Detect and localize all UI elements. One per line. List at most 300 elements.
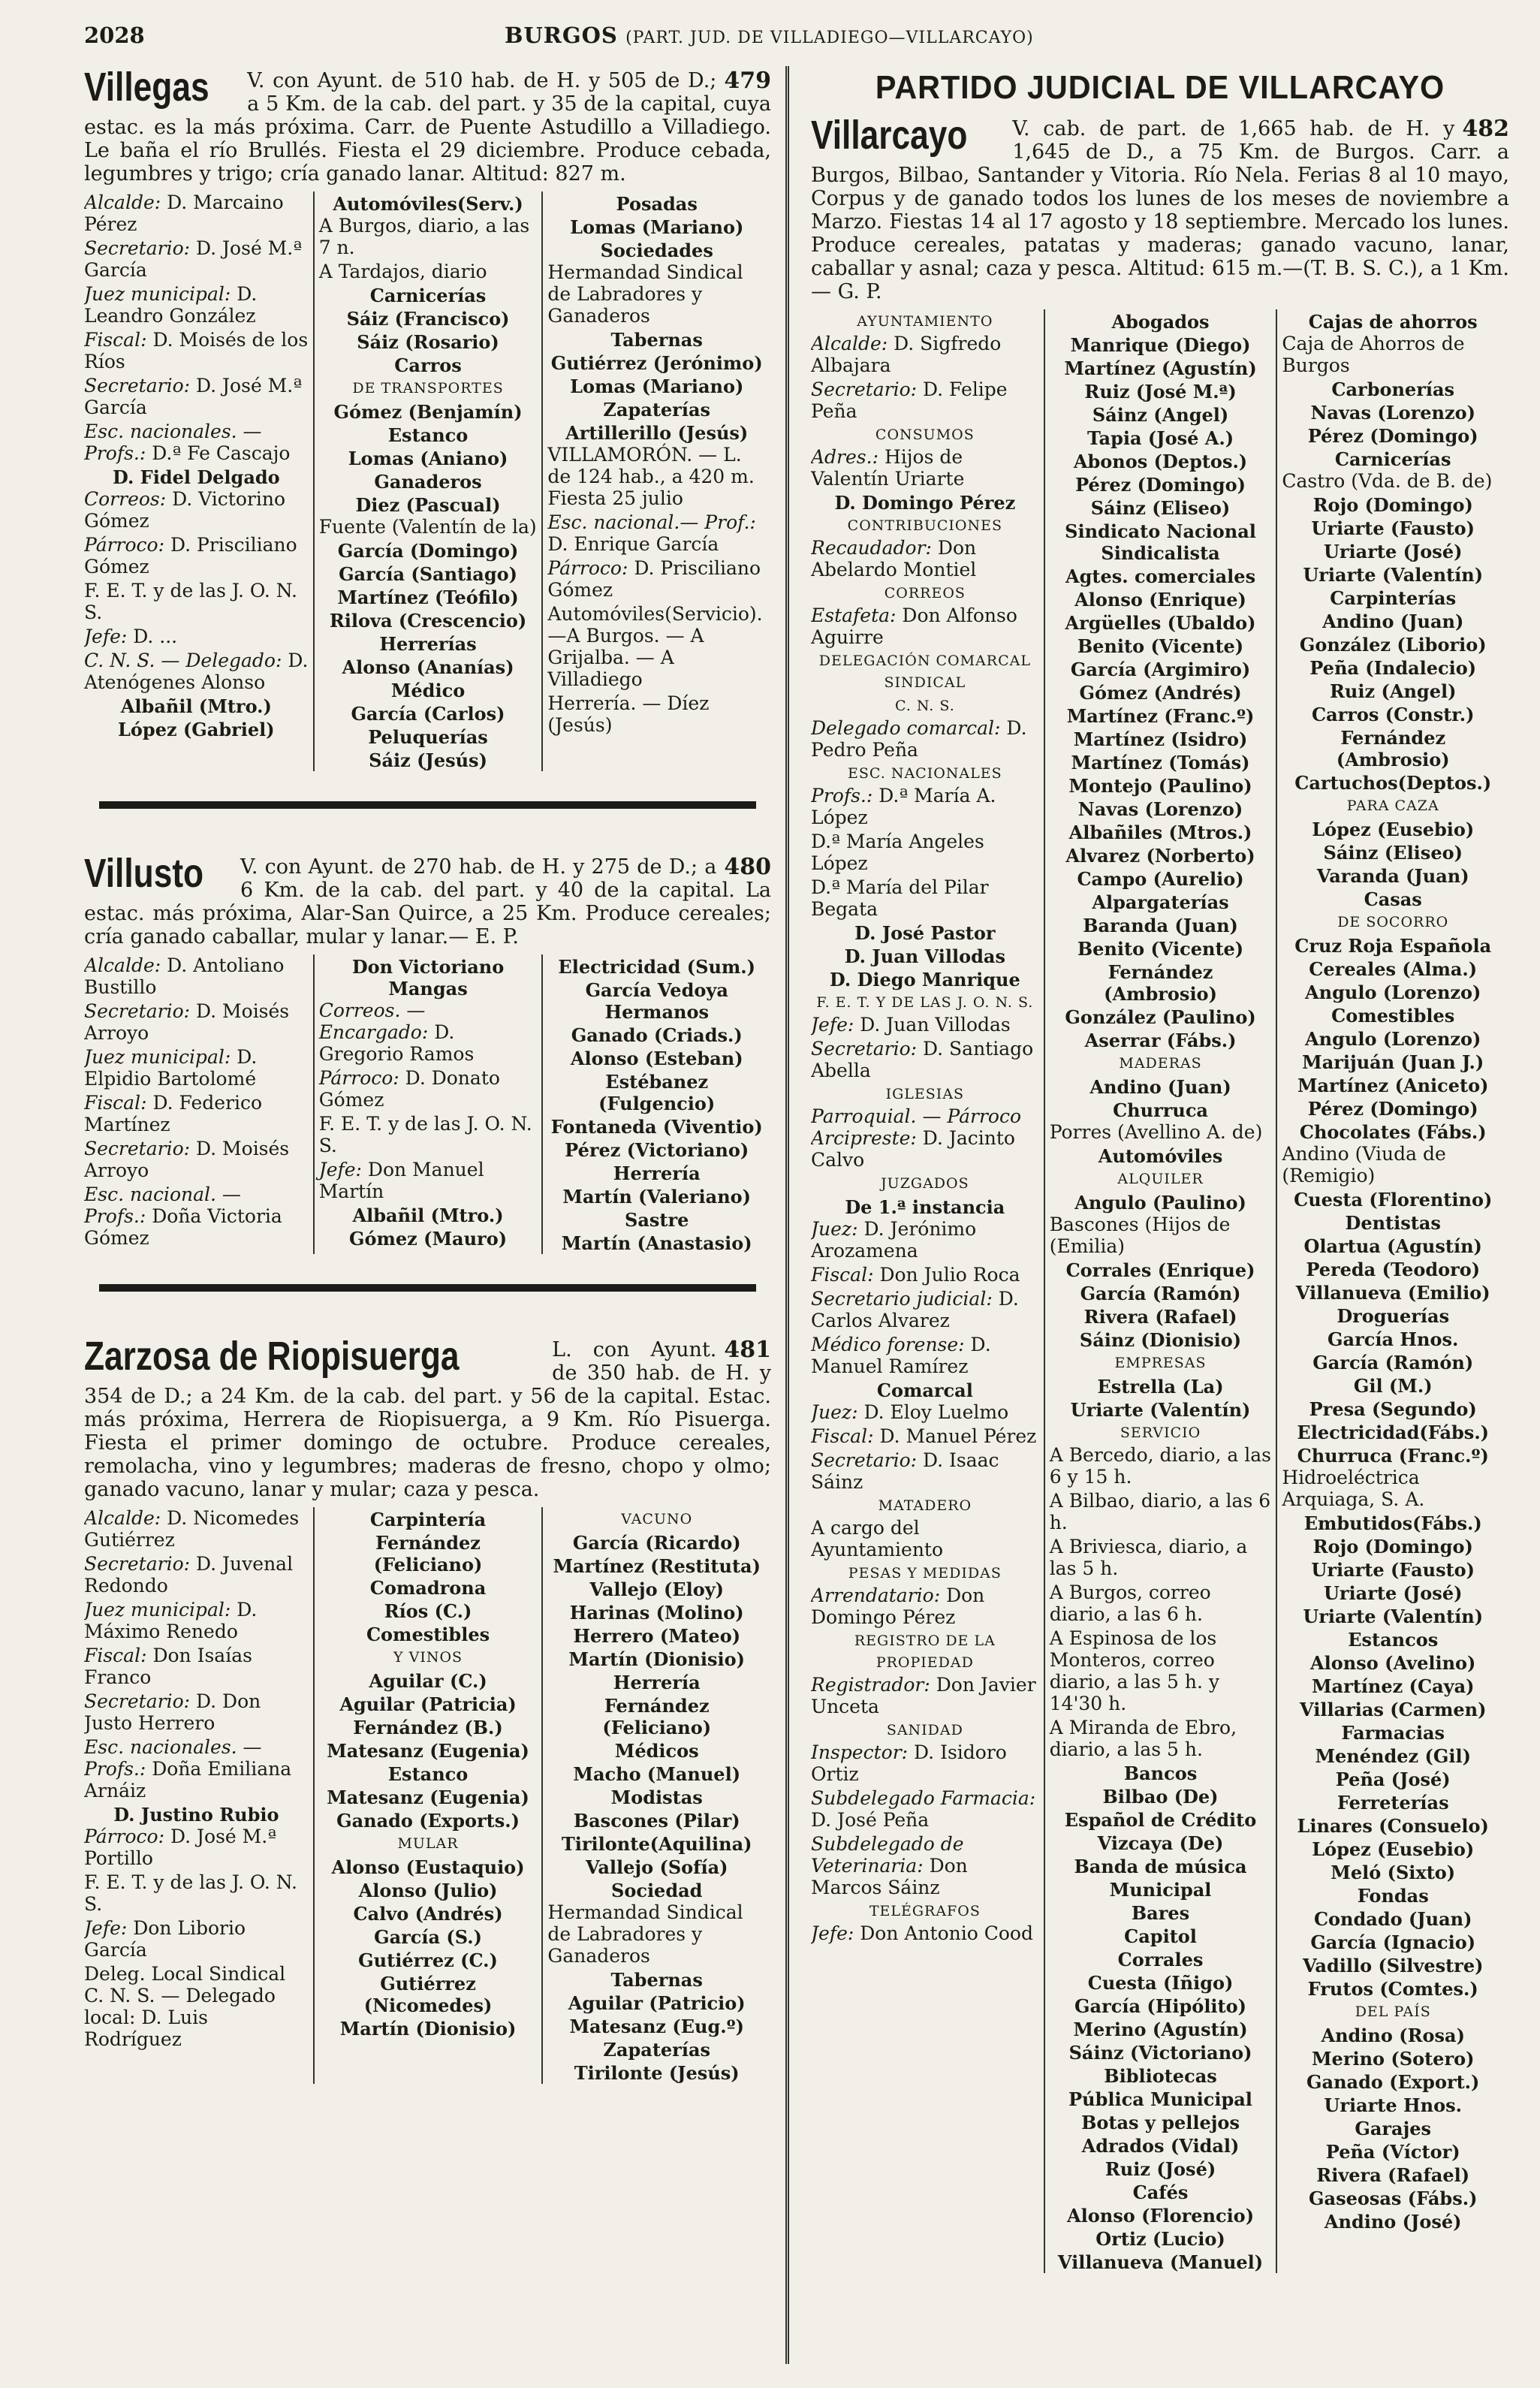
category-heading: MULAR xyxy=(397,1835,459,1852)
category-heading: Herrerías xyxy=(379,633,477,655)
category-heading: González (Paulino) xyxy=(1065,1006,1256,1028)
listing-item: Jefe: D. Juan Villodas xyxy=(811,1014,1011,1036)
listing-item: Jefe: D. ... xyxy=(84,626,178,647)
category-heading: Bibliotecas xyxy=(1104,2065,1217,2087)
category-heading: García (Santiago) xyxy=(339,563,517,585)
category-heading: Alonso (Julio) xyxy=(358,1880,498,1901)
running-title xyxy=(505,23,1034,48)
category-heading: Pereda (Teodoro) xyxy=(1306,1259,1481,1280)
category-heading: D. Fidel Delgado xyxy=(113,466,280,488)
category-heading: Martínez (Isidro) xyxy=(1073,728,1248,750)
category-heading: Municipal xyxy=(1109,1879,1212,1901)
listing-item: Bascones (Hijos de (Emilia) xyxy=(1049,1214,1231,1257)
category-heading: Tabernas xyxy=(610,1969,703,1991)
category-heading: Médicos xyxy=(614,1740,699,1762)
category-heading: Sastre xyxy=(625,1209,689,1231)
category-heading: MADERAS xyxy=(1119,1055,1202,1072)
category-heading: Carros (Constr.) xyxy=(1311,704,1475,725)
category-heading: De 1.ª instancia xyxy=(845,1196,1005,1218)
district-subtitle: (PART. JUD. DE VILLADIEGO—VILLARCAYO) xyxy=(625,29,1034,47)
entry-column xyxy=(84,1507,313,2084)
category-heading: Gutiérrez (Nicomedes) xyxy=(363,1973,493,2016)
category-heading: Pérez (Domingo) xyxy=(1307,425,1478,447)
category-heading: Andino (Rosa) xyxy=(1321,2025,1465,2046)
category-heading: CONSUMOS xyxy=(875,427,975,443)
category-heading: García (S.) xyxy=(374,1926,482,1948)
listing-item: Secretario: D. José M.ª García xyxy=(84,237,303,281)
category-heading: Vadillo (Silvestre) xyxy=(1302,1955,1484,1976)
category-heading: Carnicerías xyxy=(369,285,487,306)
category-heading: Angulo (Paulino) xyxy=(1074,1192,1246,1214)
category-heading: ESC. NACIONALES xyxy=(848,765,1002,782)
listing-item: A Burgos, correo diario, a las 6 h. xyxy=(1049,1581,1211,1625)
listing-item: Parroquial. — Párroco Arcipreste: D. Jacinto Calvo xyxy=(811,1105,1022,1171)
category-heading: Alpargaterías xyxy=(1092,891,1229,913)
listing-item: Fiscal: Don Julio Roca xyxy=(811,1264,1020,1286)
listing-item: Porres (Avellino A. de) xyxy=(1049,1121,1263,1143)
listing-item: Fiscal: Don Isaías Franco xyxy=(84,1645,252,1688)
category-heading: F. E. T. Y DE LAS J. O. N. S. xyxy=(816,994,1034,1011)
category-heading: Marijuán (Juan J.) xyxy=(1302,1051,1484,1073)
category-heading: Adrados (Vidal) xyxy=(1081,2135,1240,2157)
listing-item: Subdelegado de Veterinaria: Don Marcos Sáinz xyxy=(811,1833,968,1898)
category-heading: Alonso (Eustaquio) xyxy=(331,1856,525,1878)
right-column xyxy=(811,69,1509,2367)
category-heading: Campo (Aurelio) xyxy=(1077,868,1244,890)
listing-item: Esc. nacional. — Profs.: Doña Victoria Gómez xyxy=(84,1183,282,1249)
listing-item: A Briviesca, diario, a las 5 h. xyxy=(1049,1536,1248,1579)
category-heading: Frutos (Comtes.) xyxy=(1307,1978,1478,2000)
category-heading: Fernández (Feliciano) xyxy=(373,1532,483,1575)
category-heading: Alvarez (Norberto) xyxy=(1065,845,1255,867)
category-heading: Ganado (Criads.) xyxy=(571,1024,743,1046)
category-heading: Martínez (Franc.º) xyxy=(1066,705,1255,727)
category-heading: Olartua (Agustín) xyxy=(1303,1235,1482,1257)
category-heading: Meló (Sixto) xyxy=(1331,1862,1456,1883)
listing-item: A Burgos, diario, a las 7 n. xyxy=(318,215,530,258)
category-heading: Aserrar (Fábs.) xyxy=(1084,1030,1237,1051)
category-heading: Sáinz (Eliseo) xyxy=(1323,842,1463,864)
category-heading: González (Liborio) xyxy=(1299,634,1487,656)
category-heading: Comestibles xyxy=(1331,1005,1455,1027)
listing-item: Esc. nacionales. — Profs.: Doña Emiliana Arnáiz xyxy=(84,1736,292,1802)
listing-item: A Bercedo, diario, a las 6 y 15 h. xyxy=(1049,1444,1271,1488)
category-heading: D. Domingo Pérez xyxy=(834,492,1016,514)
locality-entry xyxy=(84,69,771,771)
listing-item: Párroco: D. Donato Gómez xyxy=(318,1067,500,1111)
listing-item: Secretario: D. Moisés Arroyo xyxy=(84,1000,290,1044)
category-heading: García (Ricardo) xyxy=(572,1532,741,1554)
category-heading: Aguilar (Patricia) xyxy=(339,1693,517,1715)
category-heading: Argüelles (Ubaldo) xyxy=(1065,612,1256,634)
locality-description: L. con Ayunt. de 350 hab. de H. y 354 de D.; a 24 Km. de la cab. del part. y 56 de la capital. Estac. más próxima, Herrera de Riopisuerga, a 9 Km. Río Pisuerga. Fiesta el primer domingo de octubre. Produce cereales, remolacha, vino y legumbres; maderas de fresno, chopo y olmo; ganado vacuno, lanar y mular; caza y pesca. xyxy=(84,1338,771,1501)
category-heading: Cartuchos(Deptos.) xyxy=(1294,772,1492,794)
category-heading: Tapia (José A.) xyxy=(1086,427,1234,449)
category-heading: Cuesta (Iñigo) xyxy=(1087,1972,1234,1994)
category-heading: Gutiérrez (C.) xyxy=(358,1949,498,1971)
listing-item: Hidroeléctrica Arquiaga, S. A. xyxy=(1282,1467,1425,1510)
entry-column xyxy=(1276,309,1508,2273)
category-heading: Bilbao (De) xyxy=(1102,1786,1219,1808)
category-heading: Alonso (Florencio) xyxy=(1067,2205,1255,2227)
category-heading: Villanueva (Emilio) xyxy=(1295,1282,1490,1304)
entry-columns xyxy=(84,191,771,771)
category-heading: Pérez (Domingo) xyxy=(1307,1098,1478,1120)
category-heading: Lomas (Mariano) xyxy=(570,375,744,397)
listing-item: Juez: D. Jerónimo Arozamena xyxy=(811,1218,977,1262)
listing-item: C. N. S. — Delegado: D. Atenógenes Alonso xyxy=(84,650,309,693)
category-heading: D. Justino Rubio xyxy=(113,1804,279,1826)
category-heading: Benito (Vicente) xyxy=(1077,938,1244,960)
category-heading: García (Ramón) xyxy=(1312,1352,1474,1373)
category-heading: Tirilonte (Jesús) xyxy=(574,2062,740,2084)
category-heading: Zapaterías xyxy=(603,399,711,421)
category-heading: Aguilar (C.) xyxy=(369,1670,487,1692)
category-heading: López (Gabriel) xyxy=(118,719,275,740)
category-heading: García (Ignacio) xyxy=(1310,1931,1476,1953)
entry-number: 479 xyxy=(724,69,771,94)
listing-item: Fiscal: D. Federico Martínez xyxy=(84,1092,263,1135)
category-heading: Garajes xyxy=(1355,2118,1432,2139)
category-heading: Varanda (Juan) xyxy=(1316,865,1469,887)
category-heading: Albañil (Mtro.) xyxy=(120,695,272,717)
listing-item: A Bilbao, diario, a las 6 h. xyxy=(1049,1490,1271,1533)
category-heading: Y VINOS xyxy=(393,1649,463,1666)
entry-columns xyxy=(84,1507,771,2084)
listing-item: Fiscal: D. Manuel Pérez xyxy=(811,1425,1037,1447)
category-heading: López (Eusebio) xyxy=(1312,1838,1475,1860)
category-heading: D. Juan Villodas xyxy=(844,945,1005,967)
category-heading: Montejo (Paulino) xyxy=(1068,775,1252,797)
category-heading: Carnicerías xyxy=(1334,448,1451,470)
category-heading: REGISTRO DE LA PROPIEDAD xyxy=(854,1633,996,1671)
category-heading: Herrería xyxy=(613,1672,701,1693)
column-divider xyxy=(785,66,789,2364)
category-heading: Sáinz (Dionisio) xyxy=(1079,1329,1242,1351)
category-heading: Carros xyxy=(394,354,462,376)
category-heading: CORREOS xyxy=(884,585,966,602)
category-heading: Sociedades xyxy=(600,240,713,261)
listing-item: Jefe: Don Antonio Cood xyxy=(811,1922,1033,1944)
category-heading: Estanco xyxy=(387,1763,469,1785)
category-heading: Merino (Sotero) xyxy=(1311,2048,1475,2070)
category-heading: Estébanez (Fulgencio) xyxy=(598,1071,716,1114)
category-heading: Uriarte Hnos. xyxy=(1324,2094,1463,2116)
locality-header xyxy=(84,69,771,185)
category-heading: DELEGACIÓN COMARCAL SINDICAL xyxy=(818,653,1031,691)
category-heading: García Vedoya Hermanos xyxy=(585,979,728,1023)
category-heading: Churruca xyxy=(1113,1099,1208,1121)
category-heading: Gómez (Mauro) xyxy=(348,1228,508,1250)
entry-number: 482 xyxy=(1462,116,1509,142)
category-heading: Botas y pellejos xyxy=(1081,2112,1240,2133)
category-heading: Carpinterías xyxy=(1330,587,1457,609)
listing-item: Correos. — Encargado: D. Gregorio Ramos xyxy=(318,1000,475,1065)
category-heading: Abonos (Deptos.) xyxy=(1073,451,1248,472)
category-heading: Cruz Roja Española xyxy=(1294,935,1492,957)
category-heading: Uriarte (José) xyxy=(1323,541,1463,562)
category-heading: Martín (Anastasio) xyxy=(561,1232,752,1254)
category-heading: Condado (Juan) xyxy=(1313,1908,1472,1930)
category-heading: Carpintería xyxy=(369,1509,487,1530)
listing-item: Alcalde: D. Antoliano Bustillo xyxy=(84,954,285,998)
category-heading: Martín (Valeriano) xyxy=(562,1186,752,1208)
category-heading: Fernández (Feliciano) xyxy=(602,1695,712,1738)
listing-item: D.ª María Angeles López xyxy=(811,831,984,874)
category-heading: SERVICIO xyxy=(1120,1425,1201,1441)
category-heading: López (Eusebio) xyxy=(1312,819,1475,840)
category-heading: Martín (Dionisio) xyxy=(339,2018,517,2040)
listing-item: VILLAMORÓN. — L. de 124 hab., a 420 m. Fiesta 25 julio xyxy=(547,444,755,509)
category-heading: Rivera (Rafael) xyxy=(1083,1306,1237,1328)
entry-column xyxy=(811,309,1044,2273)
entry-column xyxy=(541,954,770,1254)
category-heading: Uriarte (Fausto) xyxy=(1311,1559,1475,1581)
category-heading: Corrales (Enrique) xyxy=(1065,1259,1255,1281)
listing-item: Secretario: D. Juvenal Redondo xyxy=(84,1553,294,1597)
category-heading: Rojo (Domingo) xyxy=(1312,494,1473,516)
category-heading: Sindicato Nacional Sindicalista xyxy=(1065,520,1256,564)
category-heading: Rilova (Crescencio) xyxy=(329,610,527,632)
category-heading: Angulo (Lorenzo) xyxy=(1305,1028,1481,1050)
category-heading: DEL PAÍS xyxy=(1355,2004,1431,2020)
category-heading: Ortiz (Lucio) xyxy=(1095,2228,1225,2250)
category-heading: Uriarte (Valentín) xyxy=(1303,1606,1484,1627)
category-heading: Casas xyxy=(1364,888,1422,910)
entry-column xyxy=(84,954,313,1254)
listing-item: Secretario: D. Santiago Abella xyxy=(811,1038,1034,1081)
category-heading: JUZGADOS xyxy=(881,1175,969,1192)
category-heading: Estanco xyxy=(387,424,469,446)
category-heading: CONTRIBUCIONES xyxy=(847,517,1003,534)
listing-item: Caja de Ahorros de Burgos xyxy=(1282,333,1465,376)
category-heading: Vizcaya (De) xyxy=(1097,1832,1224,1854)
locality-entry xyxy=(84,851,771,1254)
listing-item: Hermandad Sindical de Labradores y Ganaderos xyxy=(547,1901,743,1967)
category-heading: Sáiz (Rosario) xyxy=(357,331,499,353)
category-heading: Electricidad (Sum.) xyxy=(558,956,756,978)
category-heading: Artillerillo (Jesús) xyxy=(565,422,749,444)
listing-item: Registrador: Don Javier Unceta xyxy=(811,1674,1036,1717)
listing-item: Adres.: Hijos de Valentín Uriarte xyxy=(811,446,965,490)
page-number: 2028 xyxy=(84,23,145,48)
category-heading: Bancos xyxy=(1123,1762,1198,1784)
entry-column xyxy=(313,1507,542,2084)
listing-item: Párroco: D. José M.ª Portillo xyxy=(84,1826,277,1869)
category-heading: García (Carlos) xyxy=(351,703,505,725)
section-divider xyxy=(99,801,756,809)
category-heading: Cajas de ahorros xyxy=(1308,311,1478,333)
category-heading: Gaseosas (Fábs.) xyxy=(1309,2187,1478,2209)
category-heading: Español de Crédito xyxy=(1064,1809,1257,1831)
category-heading: Andino (José) xyxy=(1324,2211,1462,2233)
category-heading: Villarias (Carmen) xyxy=(1300,1699,1487,1720)
listing-item: Hermandad Sindical de Labradores y Ganaderos xyxy=(547,261,743,327)
listing-item: Juez municipal: D. Máximo Renedo xyxy=(84,1599,258,1642)
category-heading: Ganado (Export.) xyxy=(1306,2071,1480,2093)
category-heading: García (Hipólito) xyxy=(1074,1995,1246,2017)
listing-item: F. E. T. y de las J. O. N. S. xyxy=(318,1113,532,1156)
category-heading: Albañil (Mtro.) xyxy=(352,1205,504,1226)
section-divider xyxy=(99,1284,756,1292)
category-heading: Andino (Juan) xyxy=(1322,611,1464,632)
category-heading: DE TRANSPORTES xyxy=(352,380,504,396)
category-heading: Fernández (B.) xyxy=(353,1717,503,1738)
category-heading: TELÉGRAFOS xyxy=(869,1903,981,1919)
category-heading: Ferreterías xyxy=(1337,1792,1449,1814)
category-heading: Fondas xyxy=(1357,1885,1429,1907)
category-heading: Estrella (La) xyxy=(1097,1376,1224,1398)
category-heading: Baranda (Juan) xyxy=(1083,915,1238,936)
category-heading: PARA CAZA xyxy=(1346,798,1439,814)
category-heading: Martínez (Tomás) xyxy=(1071,752,1250,773)
listing-item: Alcalde: D. Nicomedes Gutiérrez xyxy=(84,1507,300,1551)
category-heading: D. José Pastor xyxy=(854,922,996,944)
category-heading: Diez (Pascual) xyxy=(355,494,501,516)
category-heading: Peluquerías xyxy=(368,726,488,748)
category-heading: García Hnos. xyxy=(1328,1328,1459,1350)
category-heading: Villanueva (Manuel) xyxy=(1057,2251,1264,2273)
listing-item: Inspector: D. Isidoro Ortiz xyxy=(811,1741,1007,1785)
category-heading: C. N. S. xyxy=(894,698,955,714)
category-heading: D. Diego Manrique xyxy=(829,969,1020,990)
category-heading: Ruiz (José) xyxy=(1105,2158,1216,2180)
category-heading: Tabernas xyxy=(610,329,703,351)
category-heading: Dentistas xyxy=(1345,1212,1441,1234)
listing-item: Delegado comarcal: D. Pedro Peña xyxy=(811,717,1027,761)
entry-column xyxy=(1044,309,1276,2273)
category-heading: Rojo (Domingo) xyxy=(1312,1536,1473,1557)
category-heading: Posadas xyxy=(616,193,698,215)
entry-column xyxy=(541,1507,770,2084)
listing-item: F. E. T. y de las J. O. N. S. xyxy=(84,1871,297,1915)
page-header xyxy=(84,23,1496,60)
category-heading: Sáinz (Angel) xyxy=(1092,404,1229,426)
category-heading: Alonso (Enrique) xyxy=(1074,589,1246,611)
listing-item: Juez municipal: D. Elpidio Bartolomé xyxy=(84,1046,258,1090)
category-heading: Modistas xyxy=(610,1786,703,1808)
category-heading: Tirilonte(Aquilina) xyxy=(561,1833,752,1855)
listing-item: Jefe: Don Manuel Martín xyxy=(318,1159,484,1202)
listing-item: Secretario: D. Moisés Arroyo xyxy=(84,1138,290,1181)
category-heading: Comadrona xyxy=(369,1577,487,1599)
category-heading: Matesanz (Eug.º) xyxy=(569,2016,744,2037)
category-heading: Cafés xyxy=(1132,2181,1189,2203)
listing-item: Secretario: D. Isaac Sáinz xyxy=(811,1449,999,1493)
listing-item: Párroco: D. Prisciliano Gómez xyxy=(547,557,761,601)
category-heading: Matesanz (Eugenia) xyxy=(327,1786,529,1808)
entry-column xyxy=(313,954,542,1254)
category-heading: García (Ramón) xyxy=(1080,1283,1241,1304)
category-heading: Vallejo (Eloy) xyxy=(589,1578,725,1600)
category-heading: Automóviles(Serv.) xyxy=(333,193,523,215)
category-heading: Peña (Víctor) xyxy=(1325,2141,1460,2163)
category-heading: PESAS Y MEDIDAS xyxy=(848,1565,1002,1581)
listing-item: Médico forense: D. Manuel Ramírez xyxy=(811,1334,991,1377)
category-heading: Peña (José) xyxy=(1335,1768,1451,1790)
category-heading: Lomas (Aniano) xyxy=(348,448,508,469)
category-heading: ALQUILER xyxy=(1117,1171,1204,1187)
listing-item: Secretario: D. Felipe Peña xyxy=(811,378,1008,422)
listing-item: Párroco: D. Prisciliano Gómez xyxy=(84,534,297,577)
category-heading: Estancos xyxy=(1348,1629,1439,1651)
category-heading: Fontaneda (Viventio) xyxy=(550,1116,763,1138)
category-heading: Alonso (Esteban) xyxy=(570,1048,743,1069)
category-heading: Pérez (Victoriano) xyxy=(565,1139,749,1161)
category-heading: Martínez (Caya) xyxy=(1311,1675,1475,1697)
category-heading: AYUNTAMIENTO xyxy=(857,313,993,330)
category-heading: Merino (Agustín) xyxy=(1073,2019,1248,2040)
category-heading: Martínez (Teófilo) xyxy=(337,586,519,608)
locality-description: V. con Ayunt. de 270 hab. de H. y 275 de D.; a 6 Km. de la cab. del part. y 40 de la capital. La estac. más próxima, Alar-San Quirce, a 25 Km. Produce cereales; cría ganado caballar, mular y lanar.— E. P. xyxy=(84,855,771,948)
category-heading: Abogados xyxy=(1111,311,1210,333)
category-heading: Bascones (Pilar) xyxy=(573,1810,740,1832)
category-heading: Ruiz (Angel) xyxy=(1329,680,1457,702)
locality-header xyxy=(84,1334,771,1501)
category-heading: Uriarte (Fausto) xyxy=(1311,517,1475,539)
category-heading: Ganaderos xyxy=(374,471,482,493)
entry-columns xyxy=(811,309,1509,2273)
category-heading: Martínez (Aniceto) xyxy=(1297,1075,1489,1096)
listing-item: A Tardajos, diario xyxy=(318,261,487,282)
category-heading: Sáiz (Jesús) xyxy=(369,749,487,771)
category-heading: Gutiérrez (Jerónimo) xyxy=(550,352,763,374)
category-heading: Martín (Dionisio) xyxy=(568,1648,746,1670)
entry-column xyxy=(84,191,313,771)
category-heading: Ruiz (José M.ª) xyxy=(1084,381,1237,403)
category-heading: Embutidos(Fábs.) xyxy=(1303,1512,1482,1534)
category-heading: Churruca (Franc.º) xyxy=(1297,1445,1489,1467)
category-heading: Navas (Lorenzo) xyxy=(1310,402,1475,424)
listing-item: Secretario judicial: D. Carlos Alvarez xyxy=(811,1288,1019,1331)
listing-item: Herrería. — Díez (Jesús) xyxy=(547,692,710,736)
locality-name: Villegas xyxy=(84,69,209,110)
category-heading: Albañiles (Mtros.) xyxy=(1068,822,1252,843)
category-heading: Uriarte (Valentín) xyxy=(1303,564,1484,586)
listing-item: Secretario: D. José M.ª García xyxy=(84,375,303,418)
category-heading: Droguerías xyxy=(1337,1305,1450,1327)
category-heading: SANIDAD xyxy=(886,1722,963,1738)
category-heading: Ganado (Exports.) xyxy=(336,1810,520,1832)
locality-name: Villusto xyxy=(84,851,204,896)
listing-item: Alcalde: D. Marcaino Pérez xyxy=(84,191,284,235)
category-heading: Ríos (C.) xyxy=(384,1600,472,1622)
category-heading: Comarcal xyxy=(876,1379,973,1401)
listing-item: Deleg. Local Sindical C. N. S. — Delegado local: D. Luis Rodríguez xyxy=(84,1963,286,2050)
left-column xyxy=(84,69,771,2367)
category-heading: Carbonerías xyxy=(1331,378,1455,400)
listing-item: Subdelegado Farmacia: D. José Peña xyxy=(811,1787,1036,1831)
category-heading: Lomas (Mariano) xyxy=(570,216,744,238)
listing-item: Esc. nacionales. — Profs.: D.ª Fe Cascajo xyxy=(84,421,291,464)
category-heading: Angulo (Lorenzo) xyxy=(1305,981,1481,1003)
category-heading: VACUNO xyxy=(621,1511,693,1527)
category-heading: Cereales (Alma.) xyxy=(1309,958,1478,980)
category-heading: Alonso (Avelino) xyxy=(1310,1652,1476,1674)
category-heading: Martínez (Agustín) xyxy=(1064,357,1257,379)
listing-item: Recaudador: Don Abelardo Montiel xyxy=(811,537,977,580)
entry-column xyxy=(541,191,770,771)
category-heading: Calvo (Andrés) xyxy=(353,1903,503,1925)
category-heading: DE SOCORRO xyxy=(1337,914,1449,930)
category-heading: García (Domingo) xyxy=(337,540,519,562)
locality-description: V. con Ayunt. de 510 hab. de H. y 505 de D.; a 5 Km. de la cab. del part. y 35 de la capital, cuya estac. es la más próxima. Carr. de Puente Astudillo a Villadiego. Le baña el río Brullés. Fiesta el 29 diciembre. Produce cebada, legumbres y trigo; cría ganado lanar. Altitud: 827 m. xyxy=(84,69,771,185)
category-heading: Uriarte (José) xyxy=(1323,1582,1463,1604)
listing-item: Esc. nacional.— Prof.: D. Enrique García xyxy=(547,511,756,555)
category-heading: Chocolates (Fábs.) xyxy=(1299,1121,1487,1143)
category-heading: Automóviles xyxy=(1098,1145,1223,1167)
category-heading: Martínez (Restituta) xyxy=(553,1555,761,1577)
